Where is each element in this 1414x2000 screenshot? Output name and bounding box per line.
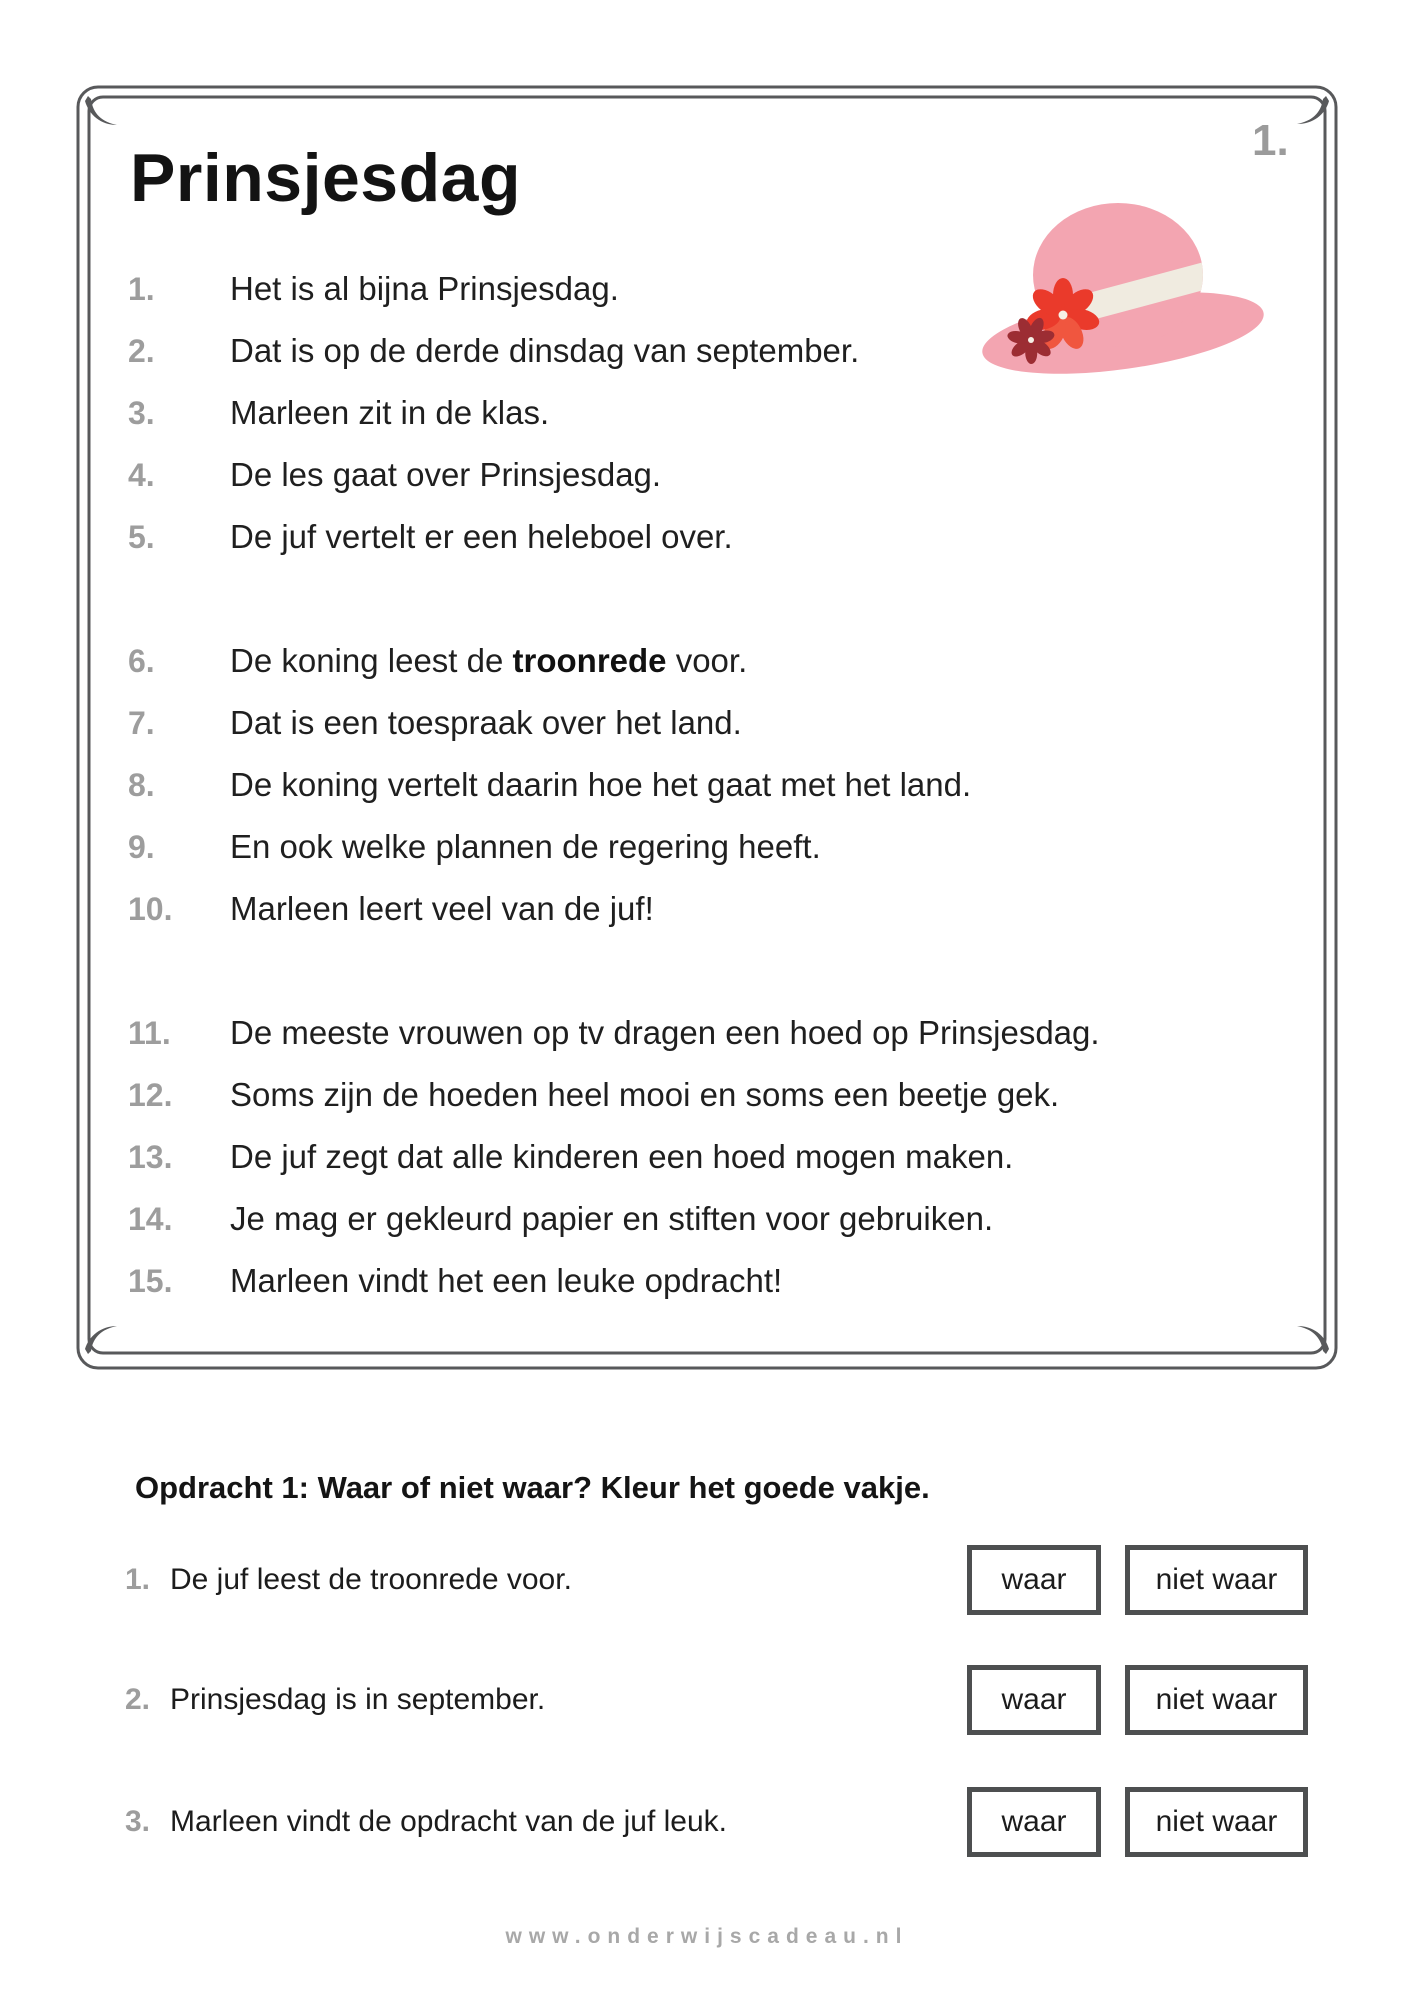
sentence-text: De juf vertelt er een heleboel over. (230, 518, 733, 555)
sentence-text: De les gaat over Prinsjesdag. (230, 456, 662, 493)
sentence-text: Marleen vindt het een leuke opdracht! (230, 1262, 783, 1299)
sentence-text: Marleen zit in de klas. (230, 394, 550, 431)
niet-waar-box[interactable]: niet waar (1125, 1545, 1308, 1615)
sentence-text: De juf zegt dat alle kinderen een hoed mogen maken. (230, 1138, 1014, 1175)
story-sentence-row (128, 1002, 1278, 1064)
sentence-number: 10. (128, 890, 173, 927)
story-sentence-row (128, 630, 1278, 692)
sentence-number: 12. (128, 1076, 173, 1113)
statement-row (125, 1786, 1308, 1858)
page-title: Prinsjesdag (130, 140, 521, 216)
story-sentence-row (128, 1126, 1278, 1188)
sentence-text: En ook welke plannen de regering heeft. (230, 828, 821, 865)
statement-row (125, 1664, 1308, 1736)
story-sentence-row (128, 320, 1278, 382)
story-sentence-row (128, 816, 1278, 878)
statement-number: 2. (125, 1683, 151, 1716)
statement-number: 3. (125, 1805, 151, 1838)
story-list (128, 258, 1278, 1312)
sentence-number: 2. (128, 332, 155, 369)
page-number: 1. (1252, 116, 1289, 165)
story-sentence-row (128, 382, 1278, 444)
statement-number: 1. (125, 1563, 151, 1596)
statement-text: Marleen vindt de opdracht van de juf leuk. (170, 1805, 728, 1838)
frame-curl-top-right (1297, 96, 1329, 124)
sentence-number: 4. (128, 456, 155, 493)
sentence-number: 15. (128, 1262, 173, 1299)
sentence-number: 6. (128, 642, 155, 679)
sentence-number: 13. (128, 1138, 173, 1175)
sentence-text: Marleen leert veel van de juf! (230, 890, 654, 927)
sentence-number: 1. (128, 270, 155, 307)
frame-curl-bottom-left (85, 1326, 117, 1354)
story-sentence-row (128, 754, 1278, 816)
sentence-number: 8. (128, 766, 155, 803)
story-sentence-row (128, 1064, 1278, 1126)
statement-text: De juf leest de troonrede voor. (170, 1563, 572, 1596)
waar-box[interactable]: waar (967, 1545, 1101, 1615)
frame-curl-top-left (85, 96, 117, 125)
niet-waar-box[interactable]: niet waar (1125, 1787, 1308, 1857)
exercise-heading: Opdracht 1: Waar of niet waar? Kleur het goede vakje. (135, 1470, 930, 1505)
story-sentence-row (128, 444, 1278, 506)
story-sentence-row (128, 878, 1278, 940)
sentence-text: Dat is op de derde dinsdag van september. (230, 332, 860, 369)
story-sentence-row (128, 506, 1278, 568)
story-sentence-row (128, 692, 1278, 754)
sentence-number: 5. (128, 518, 155, 555)
frame-curl-bottom-right (1297, 1326, 1329, 1354)
statement-text: Prinsjesdag is in september. (170, 1683, 546, 1716)
waar-box[interactable]: waar (967, 1665, 1101, 1735)
sentence-text: De meeste vrouwen op tv dragen een hoed op Prinsjesdag. (230, 1014, 1100, 1051)
footer-url: www.onderwijscadeau.nl (505, 1925, 909, 1948)
sentence-text: De koning leest de troonrede voor. (230, 642, 748, 679)
sentence-text: Het is al bijna Prinsjesdag. (230, 270, 619, 307)
story-sentence-row (128, 258, 1278, 320)
story-sentence-row (128, 1188, 1278, 1250)
sentence-text: Soms zijn de hoeden heel mooi en soms een beetje gek. (230, 1076, 1060, 1113)
waar-box[interactable]: waar (967, 1787, 1101, 1857)
sentence-number: 7. (128, 704, 155, 741)
sentence-number: 14. (128, 1200, 173, 1237)
sentence-text: Je mag er gekleurd papier en stiften voor gebruiken. (230, 1200, 994, 1237)
niet-waar-box[interactable]: niet waar (1125, 1665, 1308, 1735)
sentence-number: 11. (128, 1014, 171, 1051)
story-sentence-row (128, 1250, 1278, 1312)
sentence-text: Dat is een toespraak over het land. (230, 704, 742, 741)
sentence-number: 3. (128, 394, 155, 431)
sentence-number: 9. (128, 828, 155, 865)
sentence-text: De koning vertelt daarin hoe het gaat met het land. (230, 766, 972, 803)
statement-row (125, 1544, 1308, 1616)
